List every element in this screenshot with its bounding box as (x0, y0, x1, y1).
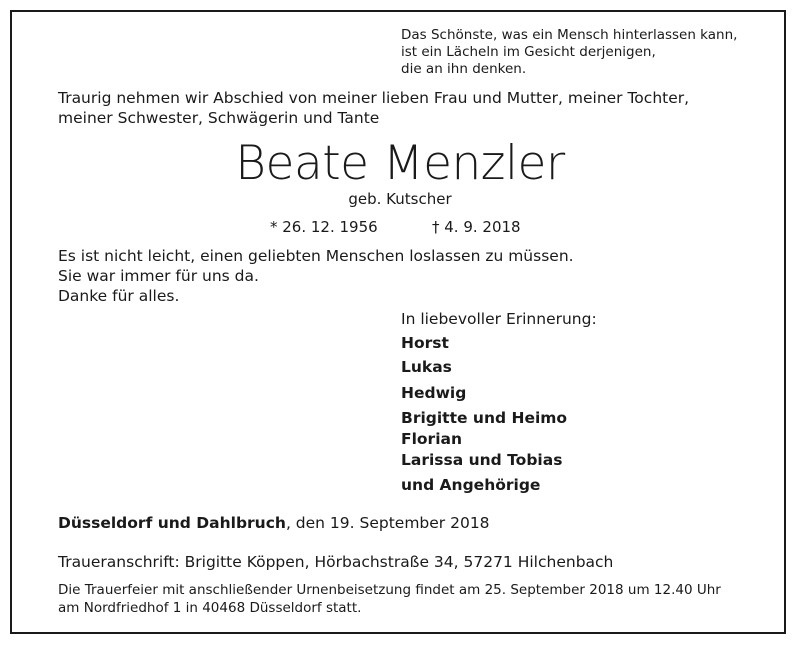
intro-text (58, 88, 689, 128)
maiden-name: geb. Kutscher (348, 190, 452, 208)
mourner-name: Larissa und Tobias (401, 451, 563, 469)
death-date: † 4. 9. 2018 (432, 218, 521, 236)
memory-heading: In liebevoller Erinnerung: (401, 310, 597, 328)
mourner-name: Horst (401, 334, 449, 352)
message-line: Sie war immer für uns da. (58, 267, 259, 285)
mourner-name: Brigitte und Heimo (401, 409, 568, 427)
mourning-address: Traueranschrift: Brigitte Köppen, Hörbachstraße 34, 57271 Hilchenbach (58, 553, 614, 571)
place-date-line (58, 514, 490, 532)
quote-line: ist ein Lächeln im Gesicht derjenigen, (401, 44, 656, 60)
funeral-line: am Nordfriedhof 1 in 40468 Düsseldorf statt. (58, 600, 362, 616)
mourner-name: und Angehörige (401, 476, 541, 494)
mourner-name: Florian (401, 430, 463, 448)
quote-line: Das Schönste, was ein Mensch hinterlassen kann, (401, 27, 738, 43)
quote-line: die an ihn denken. (401, 61, 527, 77)
intro-line: Traurig nehmen wir Abschied von meiner lieben Frau und Mutter, meiner Tochter, (58, 89, 690, 107)
deceased-name: Beate Menzler (235, 136, 565, 191)
places: Düsseldorf und Dahlbruch (58, 514, 286, 532)
funeral-info (58, 581, 721, 617)
message-line: Danke für alles. (58, 287, 180, 305)
funeral-line: Die Trauerfeier mit anschließender Urnenbeisetzung findet am 25. September 2018 um 12.40 Uhr (58, 582, 721, 598)
quote-block (401, 27, 737, 78)
intro-line: meiner Schwester, Schwägerin und Tante (58, 109, 380, 127)
birth-date: * 26. 12. 1956 (270, 218, 378, 236)
mourner-name: Lukas (401, 358, 452, 376)
message-line: Es ist nicht leicht, einen geliebten Menschen loslassen zu müssen. (58, 247, 574, 265)
date: , den 19. September 2018 (285, 514, 490, 532)
mourner-name: Hedwig (401, 384, 467, 402)
message-text (58, 246, 574, 306)
